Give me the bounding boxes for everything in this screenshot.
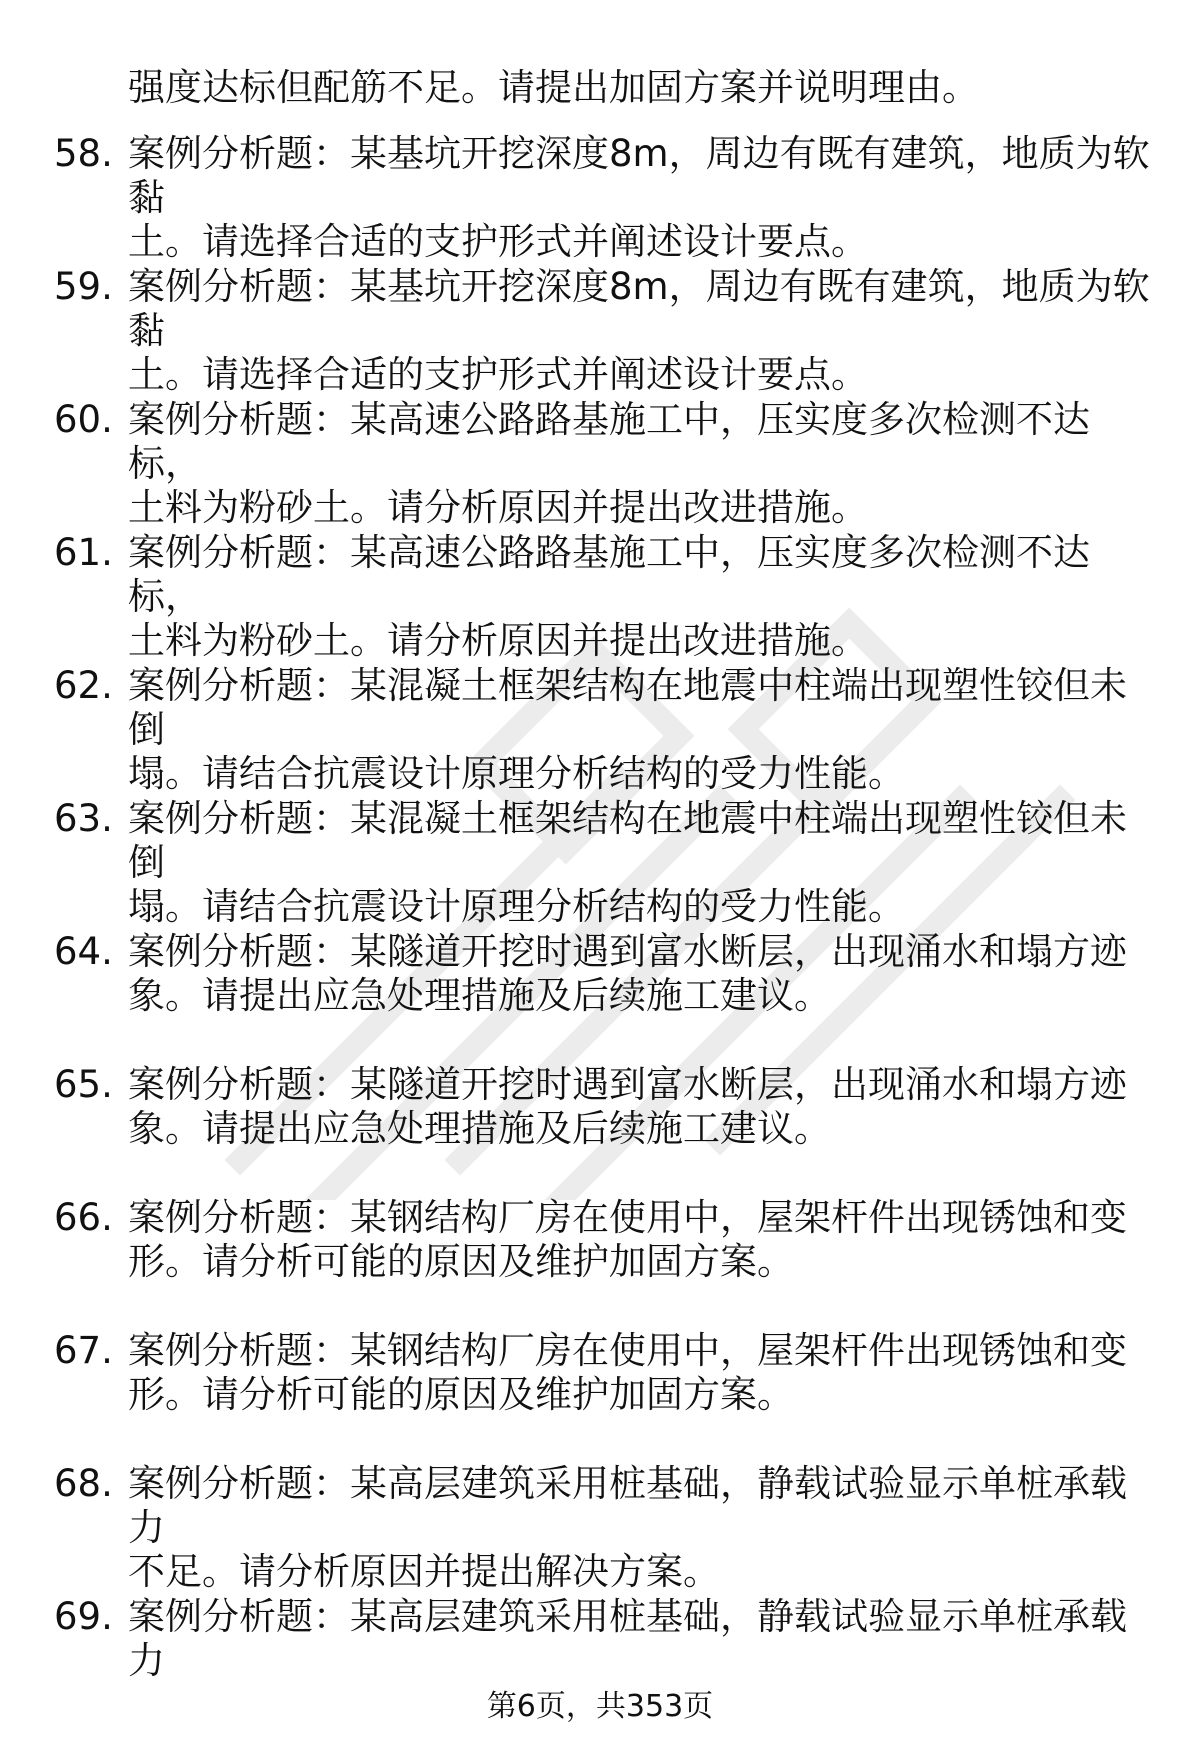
question-number: 61. xyxy=(54,531,113,574)
question-text: 案例分析题：某高层建筑采用桩基础，静载试验显示单桩承载力 不足。请分析原因并提出解决方案。 xyxy=(128,1462,1127,1593)
question-text: 案例分析题：某混凝土框架结构在地震中柱端出现塑性铰但未倒 塌。请结合抗震设计原理分析结构的受力性能。 xyxy=(128,664,1127,795)
question-number: 59. xyxy=(54,265,113,308)
question-number: 68. xyxy=(54,1462,113,1505)
question-number: 69. xyxy=(54,1595,113,1638)
question-text: 案例分析题：某高层建筑采用桩基础，静载试验显示单桩承载力 xyxy=(128,1595,1127,1682)
question-number: 60. xyxy=(54,398,113,441)
question-text: 案例分析题：某隧道开挖时遇到富水断层，出现涌水和塌方迹 象。请提出应急处理措施及后续施工建议。 xyxy=(128,1063,1127,1150)
question-number: 63. xyxy=(54,797,113,840)
question-text: 案例分析题：某混凝土框架结构在地震中柱端出现塑性铰但未倒 塌。请结合抗震设计原理分析结构的受力性能。 xyxy=(128,797,1127,928)
question-number: 64. xyxy=(54,930,113,973)
question-text: 案例分析题：某钢结构厂房在使用中，屋架杆件出现锈蚀和变 形。请分析可能的原因及维护加固方案。 xyxy=(128,1196,1127,1283)
question-text: 案例分析题：某高速公路路基施工中，压实度多次检测不达标， 土料为粉砂土。请分析原因并提出改进措施。 xyxy=(128,398,1090,529)
question-number: 66. xyxy=(54,1196,113,1239)
question-text: 案例分析题：某隧道开挖时遇到富水断层，出现涌水和塌方迹 象。请提出应急处理措施及后续施工建议。 xyxy=(128,930,1127,1017)
question-number: 67. xyxy=(54,1329,113,1372)
question-text: 案例分析题：某基坑开挖深度8m，周边有既有建筑，地质为软黏 土。请选择合适的支护形式并阐述设计要点。 xyxy=(128,132,1150,263)
question-text: 案例分析题：某钢结构厂房在使用中，屋架杆件出现锈蚀和变 形。请分析可能的原因及维护加固方案。 xyxy=(128,1329,1127,1416)
question-text: 案例分析题：某基坑开挖深度8m，周边有既有建筑，地质为软黏 土。请选择合适的支护形式并阐述设计要点。 xyxy=(128,265,1150,396)
page-footer: 第6页，共353页 xyxy=(486,1689,714,1724)
question-number: 62. xyxy=(54,664,113,707)
question-text: 案例分析题：某高速公路路基施工中，压实度多次检测不达标， 土料为粉砂土。请分析原因并提出改进措施。 xyxy=(128,531,1090,662)
question-number: 58. xyxy=(54,132,113,175)
continuation-text: 强度达标但配筋不足。请提出加固方案并说明理由。 xyxy=(128,66,979,109)
question-number: 65. xyxy=(54,1063,113,1106)
